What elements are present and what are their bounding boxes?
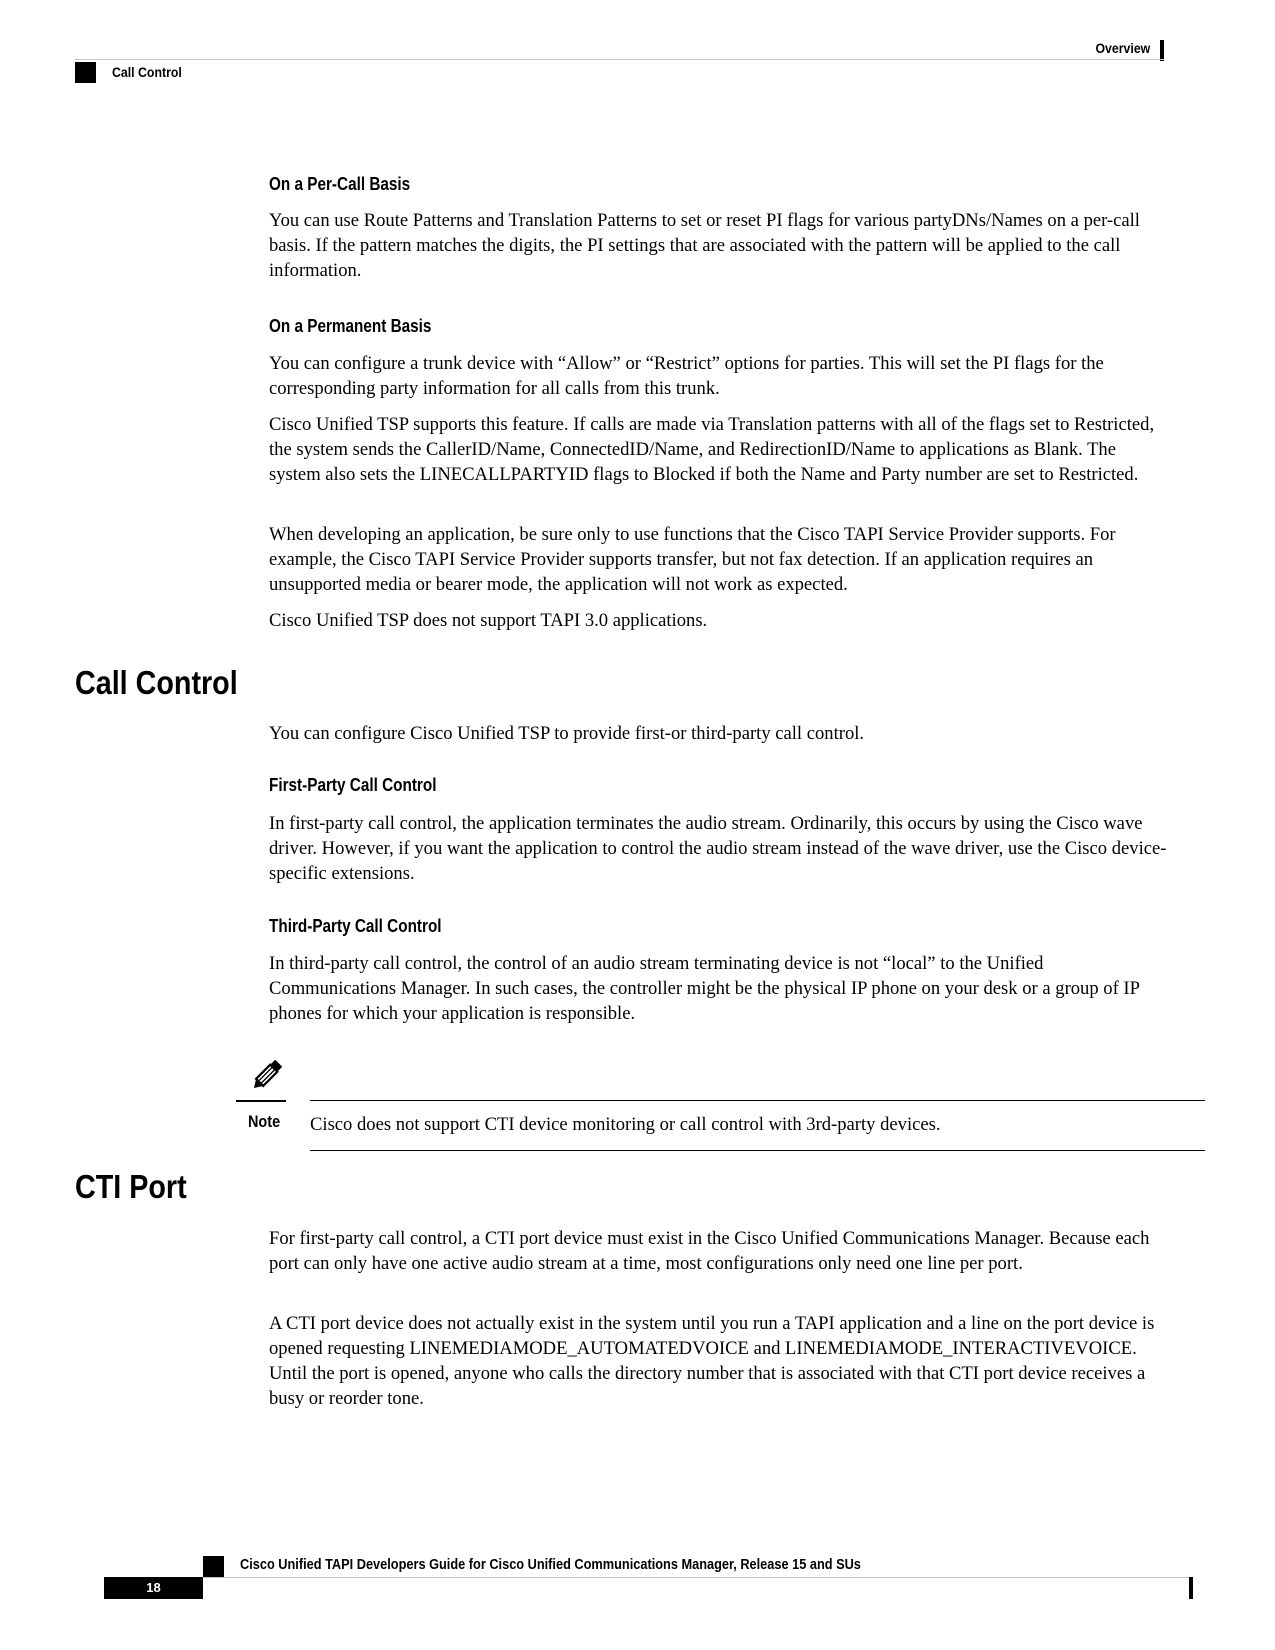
subheading-first-party: First-Party Call Control: [269, 775, 437, 795]
note-text: Cisco does not support CTI device monitoring or call control with 3rd-party devices.: [310, 1114, 941, 1135]
paragraph-cti-port-1: For first-party call control, a CTI port device must exist in the Cisco Unified Communications Manager. Because each port can only have one active audio stream at a time, most configurations only need one line per port.: [269, 1228, 1150, 1274]
header-right-bar: [1160, 40, 1164, 61]
paragraph-call-control-intro: You can configure Cisco Unified TSP to provide first-or third-party call control.: [269, 723, 865, 744]
heading-call-control: Call Control: [75, 664, 238, 701]
header-section-title: Call Control: [112, 64, 182, 80]
note-icon-rule: [236, 1100, 286, 1102]
footer-right-bar: [1189, 1577, 1193, 1599]
paragraph-permanent-2: Cisco Unified TSP supports this feature. If calls are made via Translation patterns with all of the flags set to Restricted, the system sends the CallerID/Name, ConnectedID/Name, and RedirectionID/Name to applications as Blank. The system also sets the LINECALLPARTYID flags to Blocked if both the Name and Party number are set to Restricted.: [269, 414, 1155, 485]
note-top-rule: [310, 1100, 1205, 1101]
subheading-permanent-basis: On a Permanent Basis: [269, 316, 432, 336]
subheading-third-party: Third-Party Call Control: [269, 916, 442, 936]
header-rule: [75, 59, 1164, 60]
header-chapter-title: Overview: [1095, 40, 1150, 56]
paragraph-third-party: In third-party call control, the control of an audio stream terminating device is not “local” to the Unified Communications Manager. In such cases, the controller might be the physical IP phone on your desk or a group of IP phones for which your application is responsible.: [269, 953, 1140, 1024]
heading-cti-port: CTI Port: [75, 1168, 187, 1205]
paragraph-permanent-3: When developing an application, be sure only to use functions that the Cisco TAPI Service Provider supports. For example, the Cisco TAPI Service Provider supports transfer, but not fax detection. If an application requires an unsupported media or bearer mode, the application will not work as expected.: [269, 524, 1116, 595]
paragraph-cti-port-2: A CTI port device does not actually exist in the system until you run a TAPI application and a line on the port device is opened requesting LINEMEDIAMODE_AUTOMATEDVOICE and LINEMEDIAMODE_INTERACTIVEVOICE. Until the port is opened, anyone who calls the directory number that is associated with that CTI port device receives a busy or reorder tone.: [269, 1313, 1155, 1409]
paragraph-per-call: You can use Route Patterns and Translation Patterns to set or reset PI flags for various partyDNs/Names on a per-call basis. If the pattern matches the digits, the PI settings that are associated with the pattern will be applied to the call information.: [269, 210, 1140, 281]
page-number: 18: [104, 1577, 203, 1599]
footer-block: [203, 1556, 224, 1577]
paragraph-permanent-1: You can configure a trunk device with “Allow” or “Restrict” options for parties. This will set the PI flags for the corresponding party information for all calls from this trunk.: [269, 353, 1104, 399]
footer-rule: [203, 1577, 1193, 1578]
paragraph-permanent-4: Cisco Unified TSP does not support TAPI 3.0 applications.: [269, 610, 708, 631]
pencil-icon: [248, 1057, 284, 1095]
header-left-block: [75, 62, 96, 83]
footer-document-title: Cisco Unified TAPI Developers Guide for Cisco Unified Communications Manager, Release 15 and SUs: [240, 1557, 861, 1573]
subheading-per-call-basis: On a Per-Call Basis: [269, 174, 411, 194]
note-bottom-rule: [310, 1150, 1205, 1151]
paragraph-first-party: In first-party call control, the application terminates the audio stream. Ordinarily, this occurs by using the Cisco wave driver. However, if you want the application to control the audio stream instead of the wave driver, use the Cisco device-specific extensions.: [269, 813, 1167, 884]
note-label: Note: [248, 1112, 281, 1131]
